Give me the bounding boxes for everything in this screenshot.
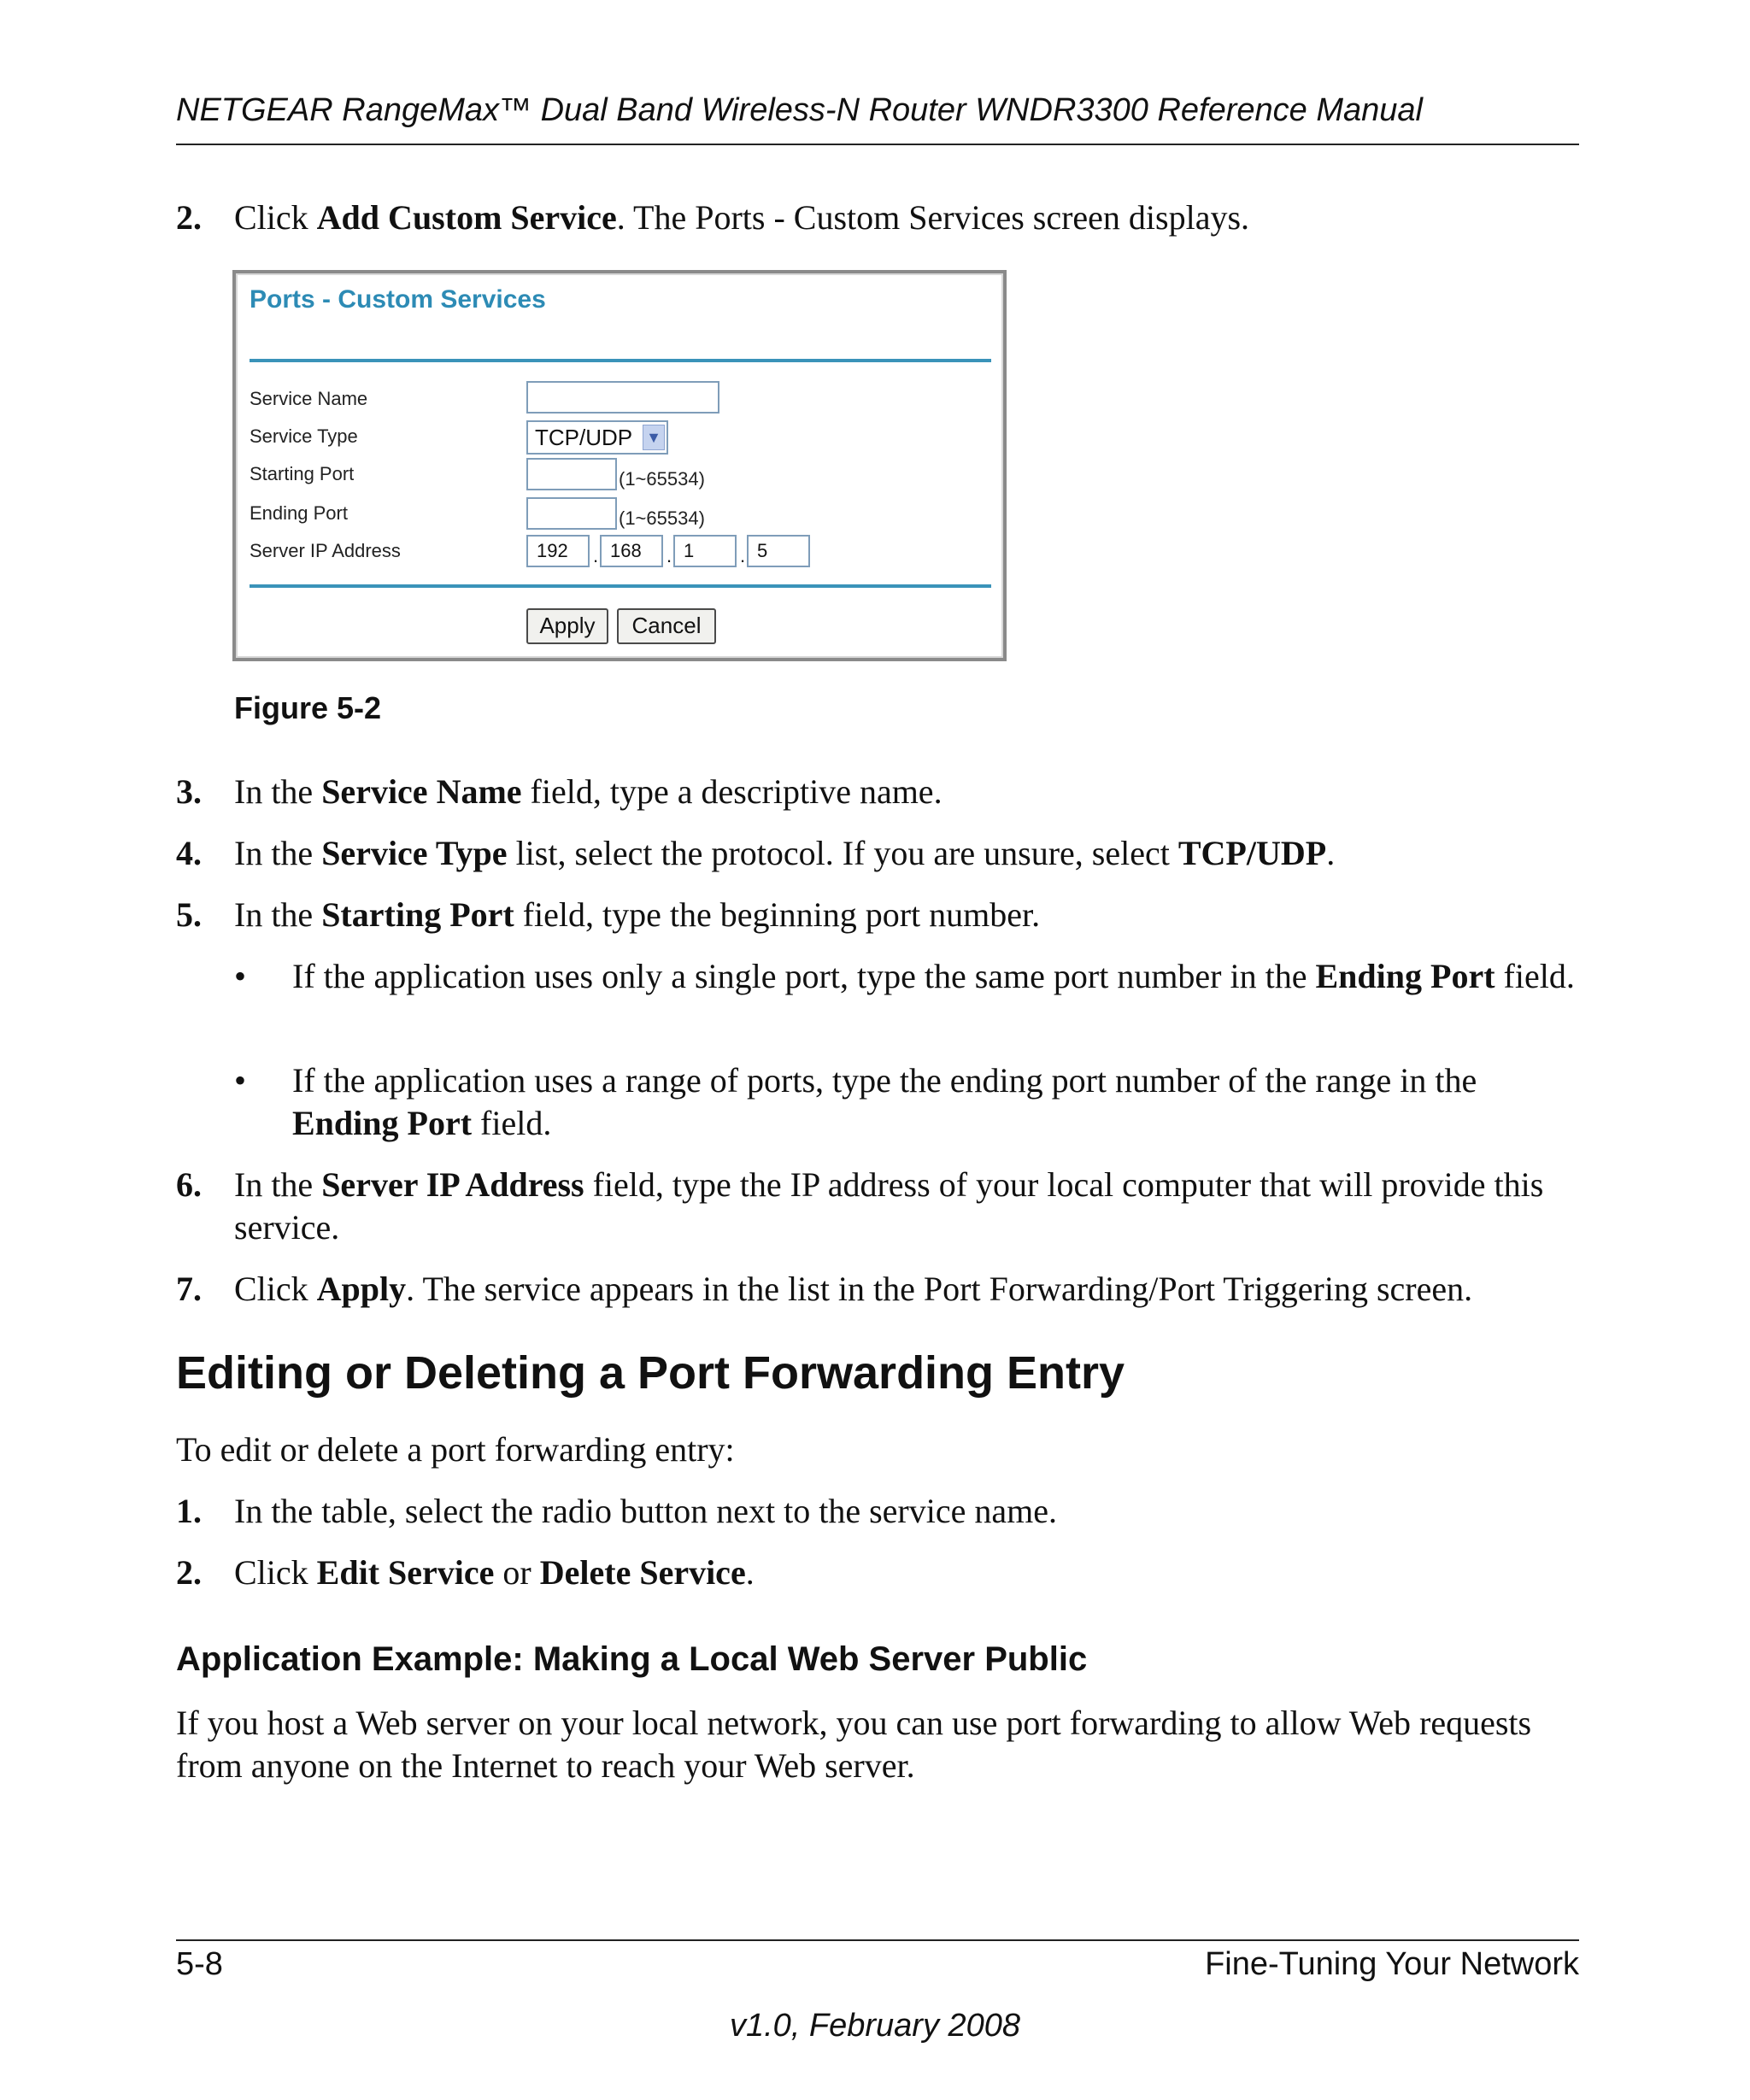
service-name-label: Service Name xyxy=(250,388,368,409)
step-number: 7. xyxy=(176,1270,202,1308)
footer-rule xyxy=(176,1939,1579,1941)
cancel-button[interactable]: Cancel xyxy=(617,608,716,644)
step-text: list, select the protocol. If you are unsure, select xyxy=(507,834,1178,872)
subsection-heading: Application Example: Making a Local Web Server Public xyxy=(176,1640,1088,1678)
ports-custom-services-screenshot xyxy=(232,270,1007,661)
figure-title: Ports - Custom Services xyxy=(250,285,546,314)
ip-separator: . xyxy=(667,545,672,566)
step-bold: Add Custom Service xyxy=(316,198,617,237)
chevron-down-icon[interactable]: ▼ xyxy=(643,425,665,450)
ip-separator: . xyxy=(593,545,599,566)
bullet-bold: Ending Port xyxy=(292,1104,473,1142)
step-number: 2. xyxy=(176,1553,202,1592)
ending-port-hint: (1~65534) xyxy=(619,507,705,529)
service-name-input[interactable] xyxy=(526,381,719,414)
running-header: NETGEAR RangeMax™ Dual Band Wireless-N Router WNDR3300 Reference Manual xyxy=(176,92,1423,128)
step-text: field, type a descriptive name. xyxy=(521,772,943,811)
step-text: In the xyxy=(234,772,322,811)
step-bold: Edit Service xyxy=(316,1553,495,1592)
step-text: field, type the beginning port number. xyxy=(514,895,1041,934)
starting-port-input[interactable] xyxy=(526,458,617,490)
step-text: In the xyxy=(234,1165,322,1204)
step-bold: Apply xyxy=(316,1270,407,1308)
step-text: In the xyxy=(234,834,322,872)
step-text: . The service appears in the list in the Port Forwarding/Port Triggering screen. xyxy=(406,1270,1473,1308)
page-number: 5-8 xyxy=(176,1946,223,1982)
step-number: 2. xyxy=(176,198,202,237)
service-type-value: TCP/UDP xyxy=(535,425,633,450)
bullet-text: field. xyxy=(1495,957,1575,995)
version-line: v1.0, February 2008 xyxy=(729,2008,1021,2044)
figure-divider-bottom xyxy=(250,584,991,588)
step-text: Click xyxy=(234,1553,317,1592)
ip-octet-3[interactable]: 1 xyxy=(673,535,737,567)
step-bold: Delete Service xyxy=(539,1553,746,1592)
ip-separator: . xyxy=(740,545,746,566)
step-text: . xyxy=(1326,834,1336,872)
bullet-text: field. xyxy=(472,1104,552,1142)
apply-button[interactable]: Apply xyxy=(526,608,608,644)
starting-port-label: Starting Port xyxy=(250,463,355,484)
step-number: 5. xyxy=(176,895,202,934)
ending-port-input[interactable] xyxy=(526,497,617,530)
server-ip-label: Server IP Address xyxy=(250,540,401,561)
step-text: or xyxy=(494,1553,540,1592)
ip-octet-2[interactable]: 168 xyxy=(600,535,663,567)
step-text: . xyxy=(745,1553,755,1592)
step-bold: Service Name xyxy=(321,772,522,811)
step-text: . The Ports - Custom Services screen displays. xyxy=(616,198,1250,237)
service-type-select[interactable] xyxy=(526,420,668,455)
step-bold: Server IP Address xyxy=(321,1165,584,1204)
step-bold: Starting Port xyxy=(321,895,514,934)
step-text: In the xyxy=(234,895,322,934)
bullet-text: If the application uses a range of ports, type the ending port number of the range in the xyxy=(292,1061,1477,1100)
step-bold: TCP/UDP xyxy=(1177,834,1327,872)
step-text: Click xyxy=(234,1270,317,1308)
service-type-label: Service Type xyxy=(250,425,358,447)
step-number: 4. xyxy=(176,834,202,872)
figure-divider-top xyxy=(250,359,991,362)
step-number: 3. xyxy=(176,772,202,811)
section-intro: To edit or delete a port forwarding entry: xyxy=(176,1430,735,1469)
bullet-text: If the application uses only a single port, type the same port number in the xyxy=(292,957,1316,995)
bullet-dot: • xyxy=(234,957,247,995)
step-bold: Service Type xyxy=(321,834,508,872)
starting-port-hint: (1~65534) xyxy=(619,468,705,490)
step-text: Click xyxy=(234,198,317,237)
ip-octet-4[interactable]: 5 xyxy=(747,535,810,567)
step-number: 1. xyxy=(176,1492,202,1530)
step-text: In the table, select the radio button next to the service name. xyxy=(234,1492,1057,1530)
figure-caption: Figure 5-2 xyxy=(234,690,382,725)
step-text: field, type the IP address of your local computer that will provide this service. xyxy=(234,1165,1544,1247)
section-heading: Editing or Deleting a Port Forwarding Entry xyxy=(176,1347,1125,1399)
ip-octet-1[interactable]: 192 xyxy=(526,535,590,567)
chapter-title: Fine-Tuning Your Network xyxy=(1205,1946,1579,1982)
step-number: 6. xyxy=(176,1165,202,1204)
ending-port-label: Ending Port xyxy=(250,502,348,524)
subsection-paragraph: If you host a Web server on your local network, you can use port forwarding to allow Web requests from anyone on the Internet to reach your Web server. xyxy=(176,1704,1532,1785)
header-rule xyxy=(176,144,1579,145)
bullet-dot: • xyxy=(234,1061,247,1100)
bullet-bold: Ending Port xyxy=(1315,957,1495,995)
